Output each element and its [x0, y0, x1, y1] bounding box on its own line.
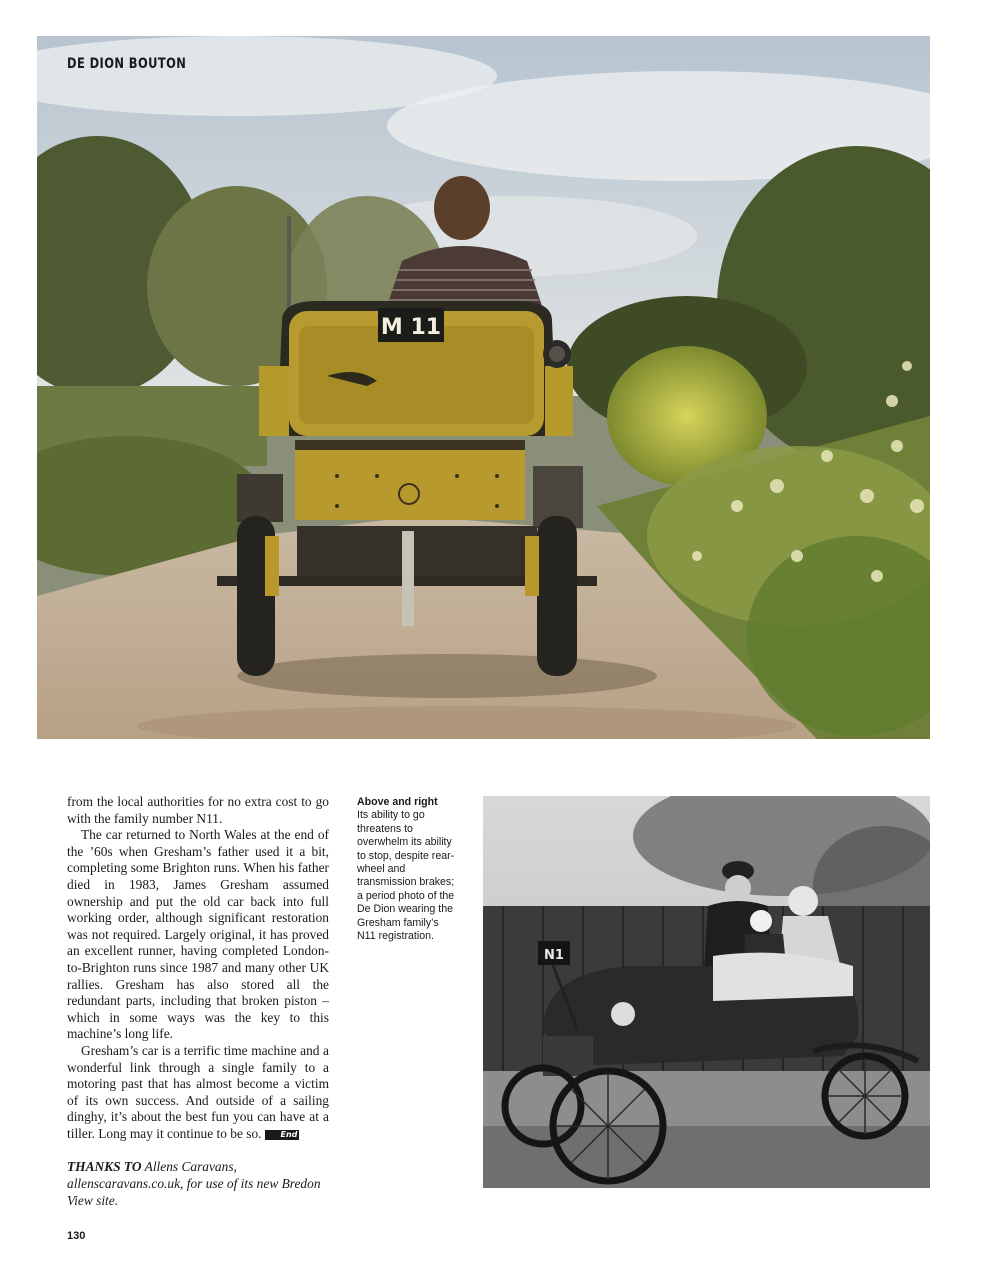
- section-label: DE DION BOUTON: [67, 56, 187, 72]
- caption-heading: Above and right: [357, 796, 438, 808]
- article-paragraph: from the local authorities for no extra cost to go with the family number N11.: [67, 794, 329, 826]
- hero-number-plate: M 11: [380, 315, 442, 340]
- article-paragraph-final: [67, 1043, 329, 1143]
- period-photo-illustration: [483, 796, 930, 1188]
- thanks-text: Allens Caravans, allenscaravans.co.uk, for use of its new Bredon View site.: [67, 1159, 321, 1208]
- article-paragraph: The car returned to North Wales at the end of the ’60s when Gresham’s father used it a bit, completing some Brighton runs. When his father died in 1983, James Gresham assumed ownership and put the old car back into full working order, although significant restoration was not required. Largely original, it has proved an excellent runner, having completed London-to-Brighton runs since 1987 and many other UK rallies. Gresham has also stored all the redundant parts, including that broken piston – which in some ways was the key to this machine’s long life.: [67, 827, 329, 1042]
- photo-caption: [357, 796, 457, 943]
- period-number-plate: N1: [544, 948, 564, 963]
- caption-text: Its ability to go threatens to overwhelm its ability to stop, despite rear-wheel and transmission brakes; a period photo of the De Dion wearing the Gresham family’s N11 registration.: [357, 809, 455, 943]
- hero-photo-illustration: [37, 36, 930, 739]
- article-paragraph-text: Gresham’s car is a terrific time machine and a wonderful link through a single family to a motoring past that has almost become a victim of its own success. And outside of a sailing dinghy, it’s about the best fun you can have at a tiller. Long may it continue to be so.: [67, 1042, 329, 1141]
- thanks-note: [67, 1159, 329, 1209]
- hero-photo: [37, 36, 930, 739]
- article-body: [67, 794, 329, 1209]
- page-number: 130: [67, 1230, 86, 1242]
- thanks-lead: THANKS TO: [67, 1159, 142, 1175]
- end-mark: End: [265, 1130, 300, 1140]
- period-photo: [483, 796, 930, 1188]
